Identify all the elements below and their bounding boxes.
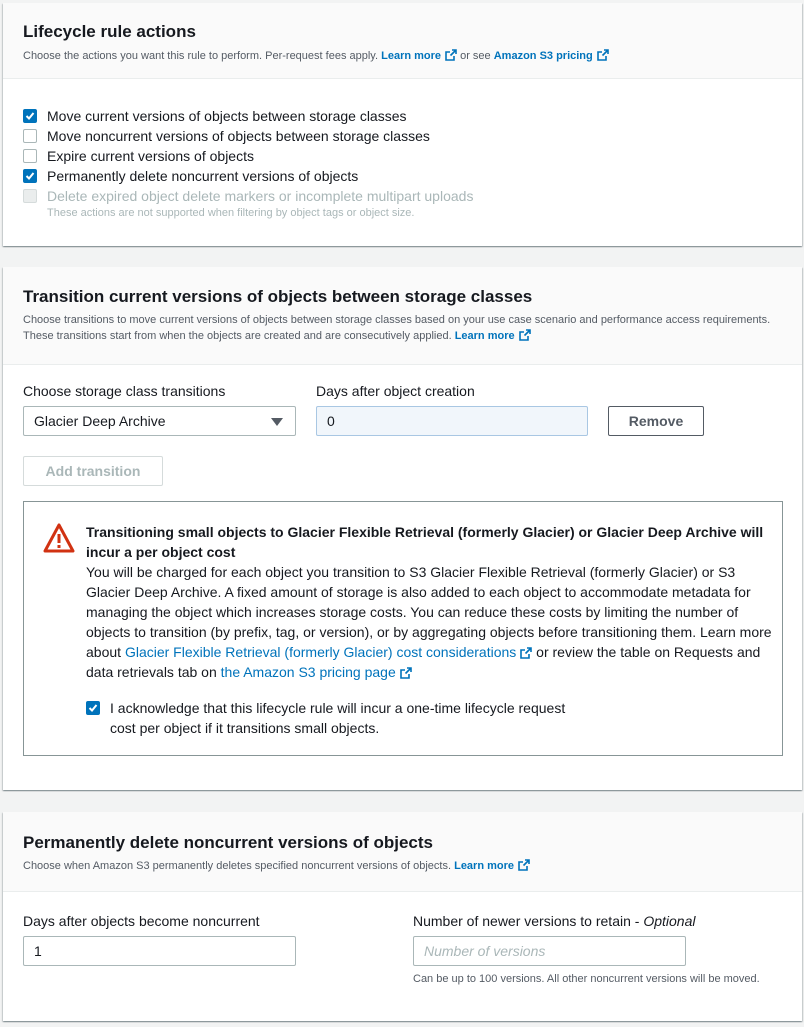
option-label: Move current versions of objects between storage classes [47, 108, 407, 124]
panel-title: Lifecycle rule actions [23, 22, 196, 41]
panel-title: Transition current versions of objects between storage classes [23, 287, 533, 306]
option-delete-markers [23, 187, 473, 205]
checkbox-checked-icon[interactable] [86, 701, 100, 715]
warning-icon [43, 522, 75, 559]
learn-more-link[interactable]: Learn more [454, 860, 530, 872]
versions-hint: Can be up to 100 versions. All other noncurrent versions will be moved. [413, 973, 760, 985]
glacier-cost-link[interactable]: Glacier Flexible Retrieval (formerly Glacier) cost considerations [125, 644, 532, 660]
versions-input[interactable] [413, 936, 686, 966]
versions-label: Number of newer versions to retain - Optional [413, 913, 696, 929]
checkbox-icon[interactable] [23, 129, 37, 143]
external-link-icon [520, 647, 532, 659]
s3-pricing-link[interactable]: Amazon S3 pricing [494, 50, 609, 62]
days-noncurrent-label: Days after objects become noncurrent [23, 913, 260, 929]
selected-value: Glacier Deep Archive [34, 413, 166, 429]
panel-title: Permanently delete noncurrent versions of objects [23, 833, 434, 852]
option-move-current[interactable] [23, 107, 407, 125]
panel-description: Choose the actions you want this rule to perform. Per-request fees apply. Learn more or see Amazon S3 pricing [23, 48, 782, 64]
panel-header [3, 267, 802, 365]
acknowledge-label: I acknowledge that this lifecycle rule will incur a one-time lifecycle request cost per object if it transitions small objects. [110, 700, 566, 736]
external-link-icon [400, 667, 412, 679]
checkbox-checked-icon[interactable] [23, 109, 37, 123]
days-label: Days after object creation [316, 383, 475, 399]
option-expire-current[interactable] [23, 147, 254, 165]
option-label: Permanently delete noncurrent versions of objects [47, 168, 359, 184]
learn-more-link[interactable]: Learn more [381, 50, 457, 62]
warning-alert [23, 501, 783, 756]
storage-class-label: Choose storage class transitions [23, 383, 226, 399]
checkbox-checked-icon[interactable] [23, 169, 37, 183]
checkbox-icon[interactable] [23, 149, 37, 163]
panel-header [3, 812, 802, 892]
add-transition-button: Add transition [23, 456, 163, 486]
s3-pricing-page-link[interactable]: the Amazon S3 pricing page [221, 664, 412, 680]
remove-button[interactable]: Remove [608, 406, 704, 436]
transition-panel [3, 267, 802, 790]
external-link-icon [597, 49, 609, 61]
acknowledge-checkbox-row[interactable] [86, 698, 590, 738]
option-delete-noncurrent[interactable] [23, 167, 358, 185]
external-link-icon [518, 859, 530, 871]
disabled-hint: These actions are not supported when filtering by object tags or object size. [47, 207, 415, 219]
days-noncurrent-input[interactable] [23, 936, 296, 966]
panel-description: Choose transitions to move current versions of objects between storage classes based on your use case scenario and performance access requirements. These transitions start from when the objects are created and are consecutively applied. Learn more [23, 314, 771, 342]
alert-body: You will be charged for each object you transition to S3 Glacier Flexible Retrieval (formerly Glacier) or S3 Glacier Deep Archive. A fixed amount of storage is also added to each object to accommodate metadata for managing the object which increases storage costs. You can reduce these costs by limiting the number of objects to transition (by prefix, tag, or version), or by aggregating objects before transitioning them. Learn more about Glacier Flexible Retrieval (formerly Glacier) cost considerations or review the table on Requests and data retrievals tab on the Amazon S3 pricing page [86, 564, 772, 680]
learn-more-link[interactable]: Learn more [455, 330, 531, 342]
external-link-icon [519, 329, 531, 341]
days-input[interactable] [316, 406, 588, 436]
option-label: Expire current versions of objects [47, 148, 254, 164]
option-label: Move noncurrent versions of objects between storage classes [47, 128, 430, 144]
external-link-icon [445, 49, 457, 61]
caret-down-icon [271, 418, 283, 426]
panel-description: Choose when Amazon S3 permanently deletes specified noncurrent versions of objects. Learn more [23, 858, 782, 874]
alert-title: Transitioning small objects to Glacier Flexible Retrieval (formerly Glacier) or Glacier Deep Archive will incur a per object cost [86, 524, 764, 560]
option-move-noncurrent[interactable] [23, 127, 430, 145]
noncurrent-panel [3, 812, 802, 1021]
panel-header [3, 3, 802, 79]
checkbox-disabled-icon [23, 189, 37, 203]
option-label: Delete expired object delete markers or incomplete multipart uploads [47, 188, 474, 204]
storage-class-select[interactable] [23, 406, 296, 436]
lifecycle-actions-panel [3, 3, 802, 246]
